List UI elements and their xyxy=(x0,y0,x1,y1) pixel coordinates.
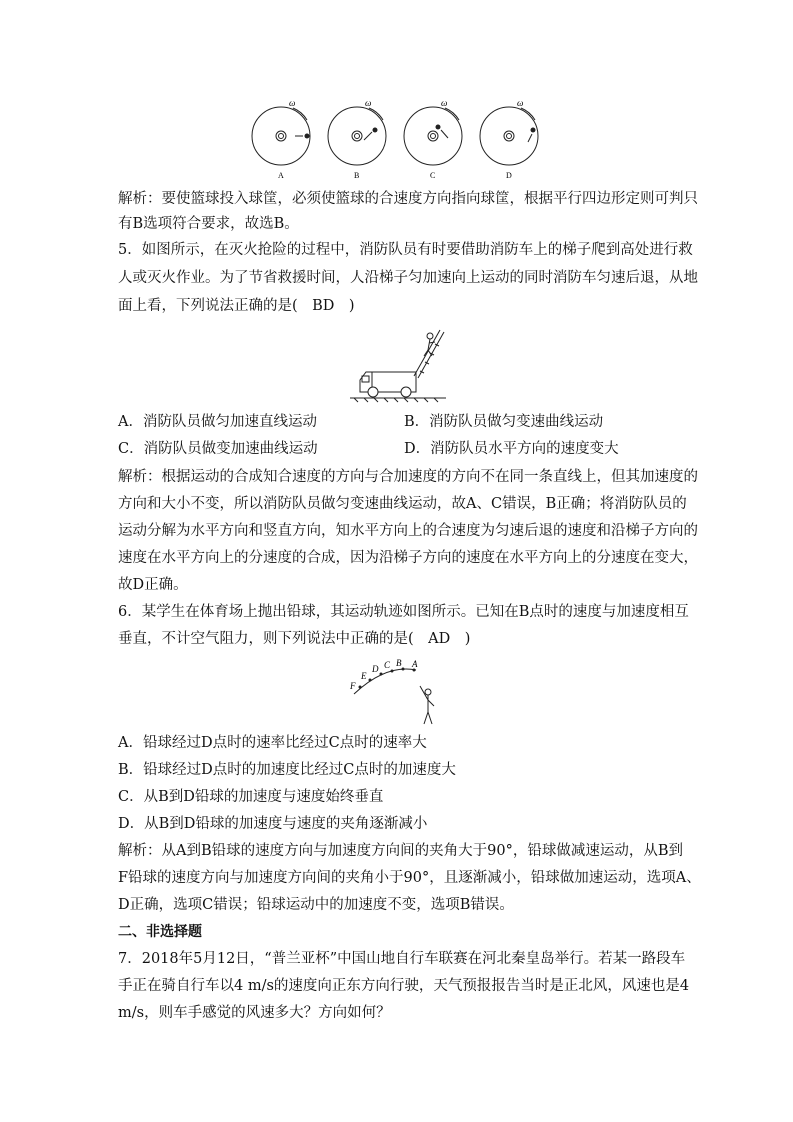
q6-analysis-line: D正确，选项C错误；铅球运动中的加速度不变，选项B错误。 xyxy=(118,897,514,913)
q6-stem-line: 6．某学生在体育场上抛出铅球，其运动轨迹如图所示。已知在B点时的速度与加速度相互 xyxy=(118,604,689,620)
point-label-c: C xyxy=(384,660,391,670)
q5-analysis-line: 故D正确。 xyxy=(118,577,188,593)
point-label-e: E xyxy=(361,671,367,681)
q7-stem-line: 手正在骑自行车以4 m/s的速度向正东方向行驶，天气预报报告当时是正北风，风速也是4 xyxy=(118,978,690,994)
q5-option-a: A．消防队员做匀加速直线运动 xyxy=(118,414,317,430)
q6-option-b: B．铅球经过D点时的加速度比经过C点时的加速度大 xyxy=(118,762,456,778)
q7-stem-line: 7．2018年5月12日，“普兰亚杯”中国山地自行车联赛在河北秦皇岛举行。若某一路段车 xyxy=(118,951,686,967)
q5-option-d: D．消防队员水平方向的速度变大 xyxy=(404,441,619,457)
disc-label-c: C xyxy=(430,171,436,180)
q5-analysis-line: 速度在水平方向上的分速度的合成，因为沿梯子方向的速度在水平方向上的分速度在变大， xyxy=(118,550,698,566)
q6-stem-line: 垂直，不计空气阻力，则下列说法中正确的是( AD ) xyxy=(118,631,471,647)
q6-option-a: A．铅球经过D点时的速率比经过C点时的速率大 xyxy=(118,735,427,751)
q5-analysis-line: 解析：根据运动的合成知合速度的方向与合加速度的方向不在同一条直线上，但其加速度的 xyxy=(118,469,698,485)
q5-option-c: C．消防队员做变加速曲线运动 xyxy=(118,441,318,457)
q6-option-c: C．从B到D铅球的加速度与速度始终垂直 xyxy=(118,789,384,805)
fire-truck-figure xyxy=(348,324,448,404)
q6-analysis-line: F铅球的速度方向与加速度方向间的夹角小于90°，且逐渐减小，铅球做加速运动，选项A、 xyxy=(118,870,701,886)
point-label-b: B xyxy=(396,658,402,668)
q7-stem-line: m/s，则车手感觉的风速多大？方向如何？ xyxy=(118,1005,391,1021)
q4-analysis-line: 解析：要使篮球投入球筐，必须使篮球的合速度方向指向球筐，根据平行四边形定则可判只 xyxy=(118,191,698,207)
shot-put-figure xyxy=(346,656,446,726)
rotating-disc-figure xyxy=(245,96,555,182)
q5-stem-line: 面上看，下列说法正确的是( BD ) xyxy=(118,298,355,314)
q4-analysis-line: 有B选项符合要求，故选B。 xyxy=(118,216,299,232)
disc-label-d: D xyxy=(506,171,512,180)
point-label-a: A xyxy=(412,659,418,669)
q5-analysis-line: 方向和大小不变，所以消防队员做匀变速曲线运动，故A、C错误，B正确；将消防队员的 xyxy=(118,496,687,512)
disc-label-a: A xyxy=(278,171,284,180)
omega-label: ω xyxy=(365,98,372,108)
disc-label-b: B xyxy=(354,171,360,180)
point-label-d: D xyxy=(372,664,379,674)
q5-stem-line: 人或灭火作业。为了节省救援时间，人沿梯子匀加速向上运动的同时消防车匀速后退，从地 xyxy=(118,270,698,286)
omega-label: ω xyxy=(441,98,448,108)
q5-option-b: B．消防队员做匀变速曲线运动 xyxy=(404,414,604,430)
point-label-f: F xyxy=(350,681,356,691)
omega-label: ω xyxy=(289,98,296,108)
q6-analysis-line: 解析：从A到B铅球的速度方向与加速度方向间的夹角大于90°，铅球做减速运动，从B到 xyxy=(118,843,683,859)
q6-option-d: D．从B到D铅球的加速度与速度的夹角逐渐减小 xyxy=(118,816,428,832)
q5-analysis-line: 运动分解为水平方向和竖直方向，知水平方向上的合速度为匀速后退的速度和沿梯子方向的 xyxy=(118,523,698,539)
q5-stem-line: 5．如图所示，在灭火抢险的过程中，消防队员有时要借助消防车上的梯子爬到高处进行救 xyxy=(118,242,693,258)
omega-label: ω xyxy=(517,98,524,108)
section-heading: 二、非选择题 xyxy=(118,924,202,940)
